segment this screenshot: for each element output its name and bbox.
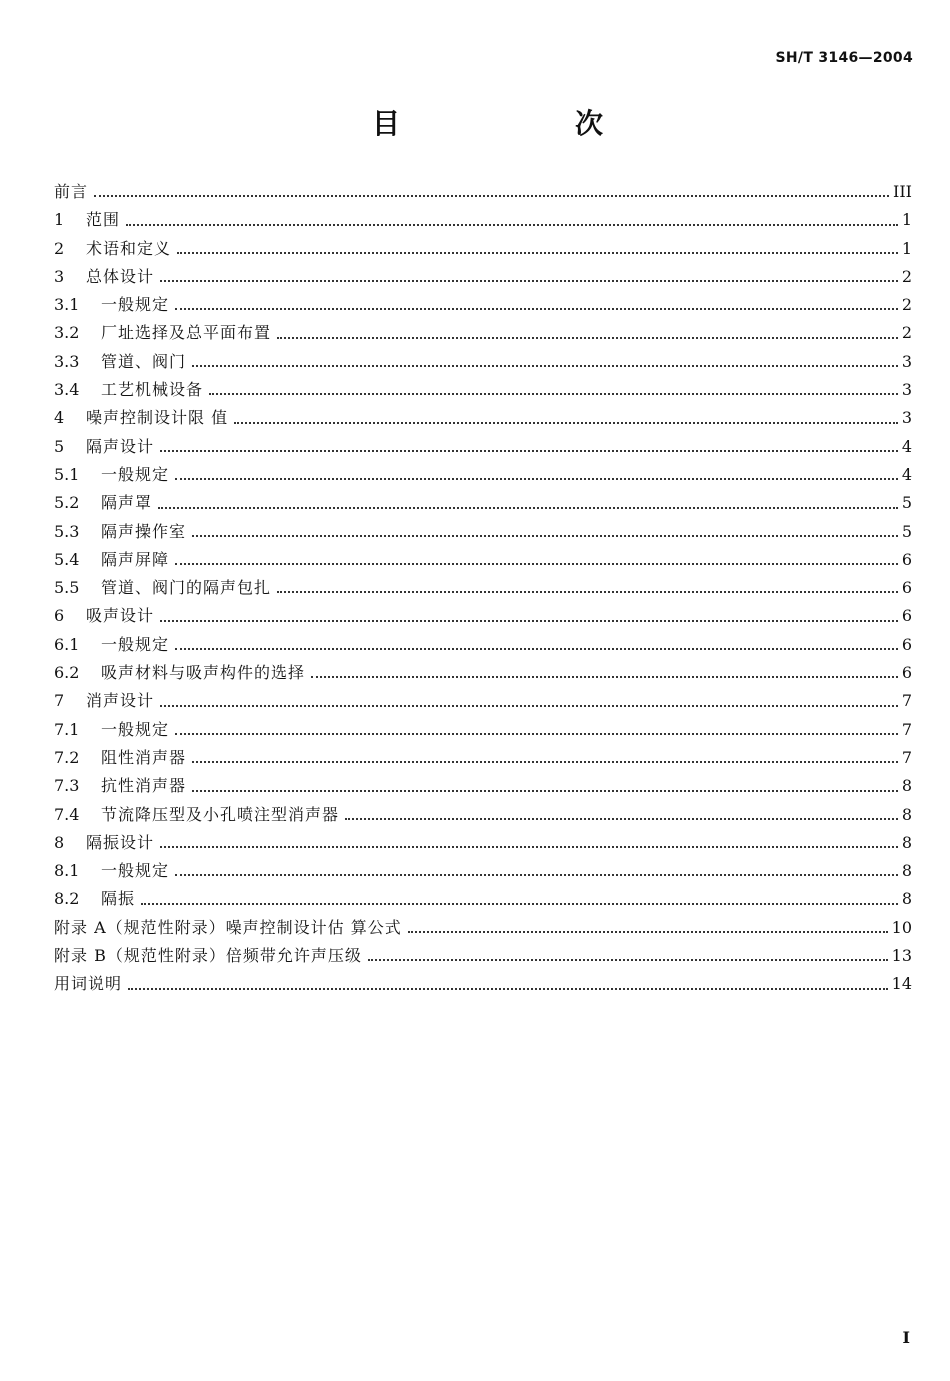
page-number: I	[902, 1328, 910, 1347]
toc-entry[interactable]	[54, 434, 912, 462]
dot-leader	[368, 959, 888, 961]
toc-entry-number: 7.4	[54, 804, 80, 824]
toc-entry-page: 5	[901, 493, 912, 513]
toc-entry-number: 3.4	[54, 380, 80, 400]
toc-entry-number: 5.4	[54, 549, 80, 569]
dot-leader	[175, 733, 898, 735]
toc-entry-label: 一般规定	[101, 861, 170, 881]
toc-entry-number: 5.3	[54, 521, 80, 541]
toc-entry-label: 工艺机械设备	[101, 380, 204, 400]
toc-entry-number: 7.1	[54, 719, 80, 739]
toc-entry-page: 6	[901, 606, 912, 626]
toc-entry-label: 节流降压型及小孔喷注型消声器	[101, 804, 340, 824]
title-char-1: 目	[372, 107, 401, 140]
dot-leader	[141, 903, 898, 905]
toc-entry-label: 一般规定	[101, 634, 170, 654]
toc-entry-label: 隔声设计	[86, 436, 155, 456]
toc-entry-number: 4	[54, 408, 65, 428]
toc-entry-page: III	[893, 182, 912, 201]
dot-leader	[160, 280, 898, 282]
toc-entry-page: 8	[901, 861, 912, 881]
toc-entry[interactable]	[54, 603, 912, 631]
toc-entry-label: 吸声材料与吸声构件的选择	[101, 663, 306, 683]
toc-entry-label: 隔声罩	[101, 493, 153, 513]
toc-entry-page: 10	[891, 917, 912, 937]
toc-entry-page: 1	[901, 238, 912, 258]
toc-entry-label: 隔声屏障	[101, 549, 170, 569]
toc-entry-page: 13	[891, 946, 912, 966]
toc-entry-number: 5	[54, 436, 65, 456]
toc-entry[interactable]	[54, 264, 912, 292]
toc-entry-label: 隔振	[101, 889, 136, 909]
dot-leader	[128, 988, 888, 990]
toc-entry[interactable]	[54, 349, 912, 377]
page-title	[0, 102, 950, 142]
toc-entry-page: 7	[901, 691, 912, 711]
toc-entry-page: 2	[901, 266, 912, 286]
toc-entry-page: 8	[901, 804, 912, 824]
toc-entry-page: 7	[901, 719, 912, 739]
toc-entry-label: 一般规定	[101, 295, 170, 315]
dot-leader	[192, 790, 898, 792]
toc-entry-label: 附录 B（规范性附录）倍频带允许声压级	[54, 946, 362, 966]
toc-entry[interactable]	[54, 886, 912, 914]
toc-entry-number: 6	[54, 606, 65, 626]
toc-entry-label: 一般规定	[101, 719, 170, 739]
toc-entry-number: 3.3	[54, 351, 80, 371]
toc-entry-page: 6	[901, 578, 912, 598]
toc-entry-page: 4	[901, 464, 912, 484]
toc-entry[interactable]	[54, 858, 912, 886]
toc-entry[interactable]	[54, 547, 912, 575]
toc-entry-label: 管道、阀门的隔声包扎	[101, 578, 272, 598]
toc-entry[interactable]	[54, 773, 912, 801]
toc-entry-page: 6	[901, 634, 912, 654]
toc-entry[interactable]	[54, 688, 912, 716]
toc-entry-number: 3.1	[54, 295, 80, 315]
toc-entry[interactable]	[54, 405, 912, 433]
toc-entry-number: 5.1	[54, 464, 80, 484]
dot-leader	[158, 507, 898, 509]
toc-entry-page: 8	[901, 889, 912, 909]
toc-entry[interactable]	[54, 943, 912, 971]
toc-entry-page: 6	[901, 549, 912, 569]
toc-entry[interactable]	[54, 660, 912, 688]
toc-entry-page: 3	[901, 408, 912, 428]
toc-entry-page: 2	[901, 295, 912, 315]
toc-entry-label: 吸声设计	[86, 606, 155, 626]
toc-entry-number: 3	[54, 266, 65, 286]
dot-leader	[209, 393, 898, 395]
dot-leader	[175, 563, 898, 565]
toc-entry-page: 3	[901, 351, 912, 371]
toc-entry[interactable]	[54, 462, 912, 490]
toc-entry-label: 前言	[54, 182, 89, 201]
toc-entry[interactable]	[54, 575, 912, 603]
toc-entry-label: 范围	[86, 210, 121, 230]
dot-leader	[160, 450, 898, 452]
dot-leader	[277, 591, 898, 593]
table-of-contents	[54, 179, 912, 1000]
toc-entry-number: 6.1	[54, 634, 80, 654]
toc-entry-label: 阻性消声器	[101, 747, 187, 767]
toc-entry[interactable]	[54, 830, 912, 858]
toc-entry-label: 一般规定	[101, 464, 170, 484]
toc-entry-label: 附录 A（规范性附录）噪声控制设计估 算公式	[54, 917, 402, 937]
toc-entry-number: 6.2	[54, 663, 80, 683]
toc-entry-number: 5.5	[54, 578, 80, 598]
dot-leader	[345, 818, 898, 820]
toc-entry[interactable]	[54, 207, 912, 235]
toc-entry-page: 7	[901, 747, 912, 767]
toc-entry[interactable]	[54, 915, 912, 943]
toc-entry-page: 4	[901, 436, 912, 456]
dot-leader	[192, 365, 898, 367]
toc-entry[interactable]	[54, 490, 912, 518]
toc-entry-page: 8	[901, 776, 912, 796]
toc-entry-label: 总体设计	[86, 266, 155, 286]
toc-entry-number: 8.2	[54, 889, 80, 909]
toc-entry-number: 3.2	[54, 323, 80, 343]
title-char-2: 次	[575, 107, 604, 140]
toc-entry-number: 7.2	[54, 747, 80, 767]
toc-entry[interactable]	[54, 519, 912, 547]
toc-entry-number: 2	[54, 238, 65, 258]
toc-entry-label: 术语和定义	[86, 238, 172, 258]
toc-entry[interactable]	[54, 179, 912, 207]
toc-entry[interactable]	[54, 632, 912, 660]
toc-entry-label: 噪声控制设计限 值	[86, 408, 229, 428]
toc-entry-page: 3	[901, 380, 912, 400]
toc-entry-page: 2	[901, 323, 912, 343]
toc-entry-label: 隔振设计	[86, 832, 155, 852]
dot-leader	[94, 195, 889, 197]
toc-entry-label: 管道、阀门	[101, 351, 187, 371]
dot-leader	[192, 535, 898, 537]
toc-entry-page: 14	[891, 974, 912, 994]
dot-leader	[175, 648, 898, 650]
toc-entry-number: 8.1	[54, 861, 80, 881]
dot-leader	[160, 705, 898, 707]
dot-leader	[126, 224, 898, 226]
dot-leader	[175, 874, 898, 876]
dot-leader	[160, 620, 898, 622]
dot-leader	[175, 308, 898, 310]
toc-entry-number: 7	[54, 691, 65, 711]
dot-leader	[311, 676, 898, 678]
dot-leader	[408, 931, 888, 933]
toc-entry[interactable]	[54, 292, 912, 320]
toc-entry-page: 5	[901, 521, 912, 541]
dot-leader	[277, 337, 898, 339]
dot-leader	[160, 846, 898, 848]
toc-entry-label: 隔声操作室	[101, 521, 187, 541]
dot-leader	[234, 422, 898, 424]
toc-entry[interactable]	[54, 377, 912, 405]
toc-entry-label: 用词说明	[54, 974, 123, 994]
toc-entry[interactable]	[54, 745, 912, 773]
toc-entry-page: 1	[901, 210, 912, 230]
toc-entry-number: 5.2	[54, 493, 80, 513]
toc-entry-page: 6	[901, 663, 912, 683]
toc-entry-number: 1	[54, 210, 65, 230]
toc-entry-number: 7.3	[54, 776, 80, 796]
toc-entry-label: 厂址选择及总平面布置	[101, 323, 272, 343]
toc-entry[interactable]	[54, 320, 912, 348]
dot-leader	[177, 252, 898, 254]
toc-entry[interactable]	[54, 717, 912, 745]
toc-entry-label: 抗性消声器	[101, 776, 187, 796]
toc-entry[interactable]	[54, 971, 912, 999]
dot-leader	[192, 761, 898, 763]
standard-code: SH/T 3146—2004	[775, 50, 913, 66]
toc-entry[interactable]	[54, 802, 912, 830]
toc-entry-number: 8	[54, 832, 65, 852]
toc-entry-page: 8	[901, 832, 912, 852]
toc-entry-label: 消声设计	[86, 691, 155, 711]
toc-entry[interactable]	[54, 236, 912, 264]
dot-leader	[175, 478, 898, 480]
